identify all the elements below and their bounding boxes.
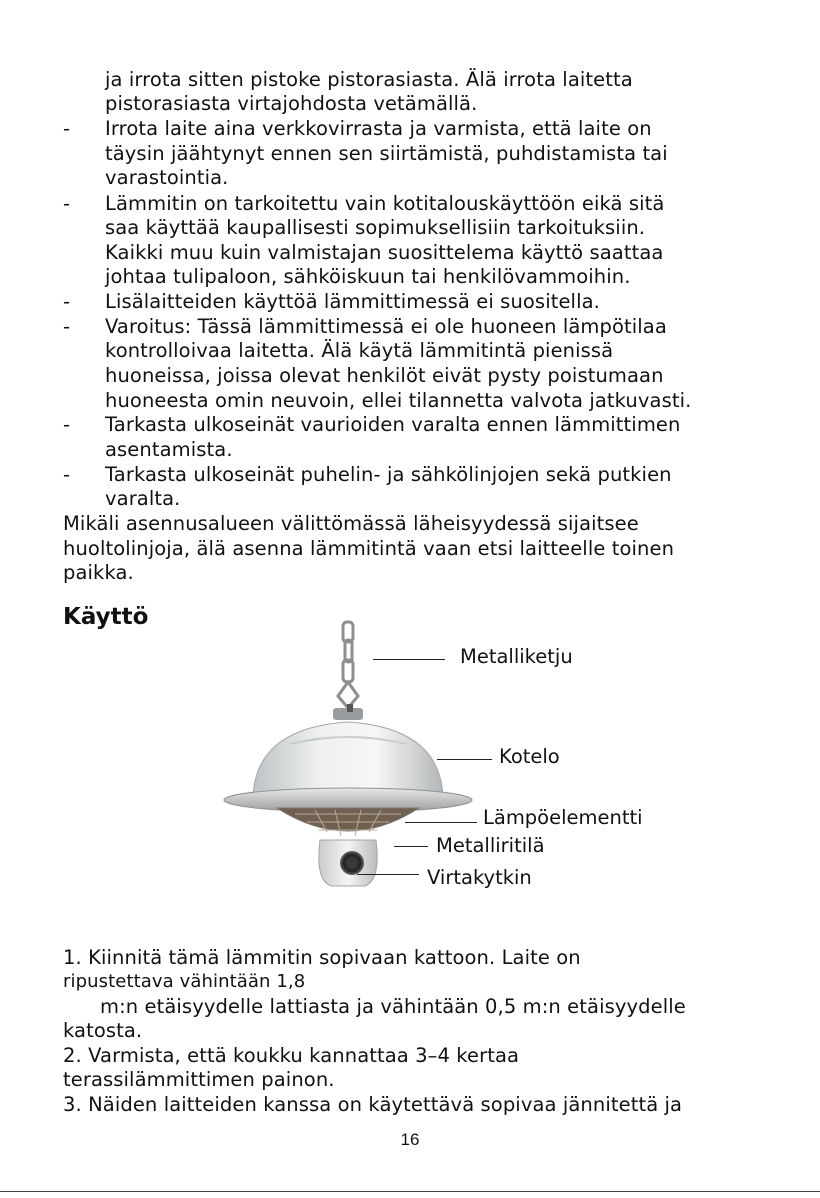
label-switch: Virtakytkin [427,866,532,889]
warning-line: Varoitus: Tässä lämmittimessä ei ole huoneen lämpötilaa [105,315,667,338]
bullet-dash: - [63,315,71,338]
warning-line: Lämmitin on tarkoitettu vain kotitalouskäyttöön eikä sitä [105,192,665,215]
step-line: ripustettava vähintään 1,8 [63,971,306,992]
housing-dome [253,722,443,798]
note-line: paikka. [63,561,134,584]
warning-line: pistorasiasta virtajohdosta vetämällä. [105,92,478,115]
label-housing: Kotelo [499,745,560,768]
step-line: 3. Näiden laitteiden kanssa on käytettävä sopivaa jännitettä ja [63,1093,683,1116]
warning-line: varastointia. [105,166,229,189]
label-grille: Metalliritilä [436,834,545,857]
heater-illustration [215,618,485,908]
bullet-dash: - [63,463,71,486]
label-element: Lämpöelementti [483,806,643,829]
step-line: terassilämmittimen painon. [63,1068,335,1091]
warning-line: Lisälaitteiden käyttöä lämmittimessä ei suositella. [105,290,600,313]
bullet-dash: - [63,413,71,436]
section-title: Käyttö [63,604,149,630]
warning-line: Irrota laite aina verkkovirrasta ja varmista, että laite on [105,117,652,140]
metal-grille [277,808,419,831]
bullet-dash: - [63,192,71,215]
metal-chain [338,622,358,708]
warning-line: johtaa tulipaloon, sähköiskuun tai henkilövammoihin. [105,265,631,288]
bullet-dash: - [63,290,71,313]
step-line: katosta. [63,1019,143,1042]
warning-line: asentamista. [105,438,233,461]
chain-leader [373,659,445,660]
bullet-dash: - [63,117,71,140]
warning-line: huoneesta omin neuvoin, ellei tilannetta valvota jatkuvasti. [105,389,692,412]
step-line: 1. Kiinnitä tämä lämmitin sopivaan kattoon. Laite on [63,946,581,969]
element-leader [405,822,477,823]
switch-leader [357,874,419,875]
bottom-rule [0,1191,820,1192]
note-line: huoltolinjoja, älä asenna lämmitintä vaan etsi laitteelle toinen [63,537,675,560]
note-line: Mikäli asennusalueen välittömässä läheisyydessä sijaitsee [63,512,639,535]
warning-line: huoneissa, joissa olevat henkilöt eivät pysty poistumaan [105,364,664,387]
step-line: 2. Varmista, että koukku kannattaa 3–4 kertaa [63,1044,520,1067]
warning-line: saa käyttää kaupallisesti sopimuksellisiin tarkoituksiin. [105,216,646,239]
warning-line: Tarkasta ulkoseinät puhelin- ja sähkölinjojen sekä putkien [105,463,672,486]
warning-line: ja irrota sitten pistoke pistorasiasta. Älä irrota laitetta [105,68,633,91]
step-line: m:n etäisyydelle lattiasta ja vähintään 0,5 m:n etäisyydelle [100,995,686,1018]
label-chain: Metalliketju [460,645,573,668]
warning-line: Tarkasta ulkoseinät vaurioiden varalta ennen lämmittimen [105,413,681,436]
warning-line: varalta. [105,487,181,510]
warning-line: täysin jäähtynyt ennen sen siirtämistä, puhdistamista tai [105,142,668,165]
housing-leader [437,759,492,760]
warning-line: Kaikki muu kuin valmistajan suosittelema käyttö saattaa [105,241,664,264]
grille-leader [394,846,428,847]
warning-line: kontrolloivaa laitetta. Älä käytä lämmitintä pienissä [105,339,614,362]
page-number: 16 [400,1130,420,1149]
